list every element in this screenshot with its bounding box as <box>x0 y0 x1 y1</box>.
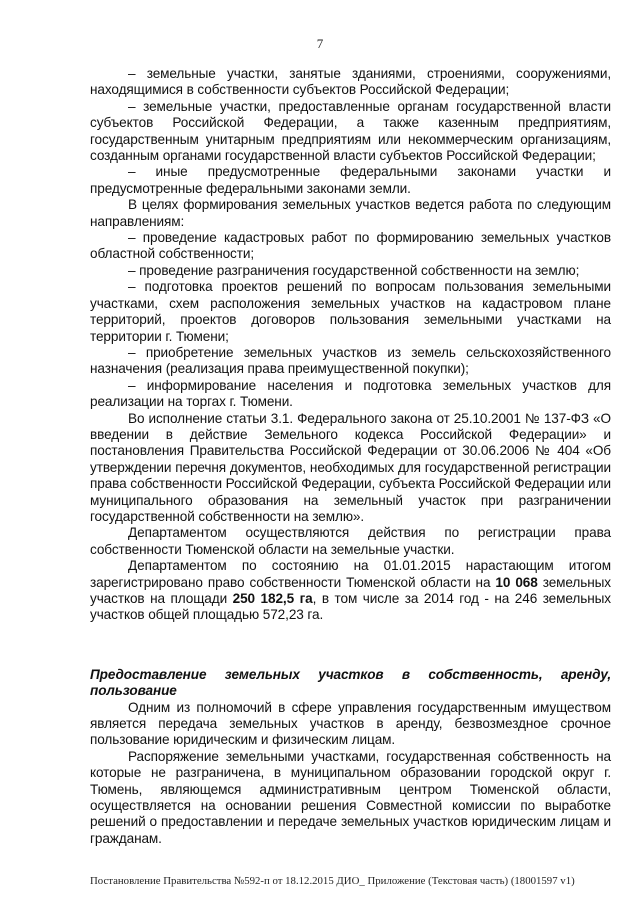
paragraph: – проведение кадастровых работ по формированию земельных участков областной собственности; <box>90 230 611 262</box>
paragraph: Распоряжение земельными участками, государственная собственность на которые не разграничена, в муниципальном образовании городской округ г. Тюмень, являющемся административным центром Тюменской области, осуществляется на основании решения Совместной комиссии по выработке решений о предоставлении и передаче земельных участков юридическим лицам и гражданам. <box>90 748 611 846</box>
parcel-count: 10 068 <box>495 574 538 590</box>
summary-paragraph <box>90 558 611 624</box>
page-number: 7 <box>316 36 324 51</box>
paragraph: – информирование населения и подготовка земельных участков для реализации на торгах г. Тюмени. <box>90 377 611 410</box>
paragraph: Одним из полномочий в сфере управления государственным имуществом является передача земельных участков в аренду, безвозмездное срочное пользование юридическим и физическим лицам. <box>90 699 611 748</box>
page-footer: Постановление Правительства №592-п от 18.12.2015 ДИО_ Приложение (Текстовая часть) (18001597 v1) <box>90 875 575 887</box>
paragraph: – земельные участки, занятые зданиями, строениями, сооружениями, находящимися в собственности субъектов Российской Федерации; <box>90 66 611 98</box>
paragraph: – иные предусмотренные федеральными законами участки и предусмотренные федеральными законами земли. <box>90 164 611 196</box>
section-heading: Предоставление земельных участков в собственность, аренду, пользование <box>90 666 611 699</box>
paragraph: Во исполнение статьи 3.1. Федерального закона от 25.10.2001 № 137-ФЗ «О введении в действие Земельного кодекса Российской Федерации» и постановления Правительства Российской Федерации от 30.06.2006 № 404 «Об утверждении перечня документов, необходимых для государственной регистрации права собственности Российской Федерации, субъекта Российской Федерации или муниципального образования на земельный участок при разграничении государственной собственности на землю». <box>90 410 611 524</box>
paragraph: – подготовка проектов решений по вопросам пользования земельными участками, схем расположения земельных участков на кадастровом плане территорий, проектов договоров пользования земельными участками на территории г. Тюмени; <box>90 279 611 344</box>
paragraph: – земельные участки, предоставленные органам государственной власти субъектов Российской Федерации, а также казенным предприятиям, государственным унитарным предприятиям или некоммерческим организациям, созданным органами государственной власти субъектов Российской Федерации; <box>90 98 611 164</box>
summary-text-2: земельных участков на площади <box>90 574 611 606</box>
summary-text-3: , в том числе за 2014 год - на 246 земельных участков общей площадью 572,23 га. <box>90 591 611 623</box>
total-area: 250 182,5 га <box>232 591 313 606</box>
summary-text-1: Департаментом по состоянию на 01.01.2015 нарастающим итогом зарегистрировано право собственности Тюменской области на <box>90 558 611 590</box>
document-body <box>90 66 611 847</box>
paragraph: – проведение разграничения государственной собственности на землю; <box>128 262 580 278</box>
paragraph: – приобретение земельных участков из земель сельскохозяйственного назначения (реализация права преимущественной покупки); <box>90 344 611 377</box>
paragraph: В целях формирования земельных участков ведется работа по следующим направлениям: <box>90 197 611 229</box>
paragraph: Департаментом осуществляются действия по регистрации права собственности Тюменской области на земельные участки. <box>90 525 611 557</box>
